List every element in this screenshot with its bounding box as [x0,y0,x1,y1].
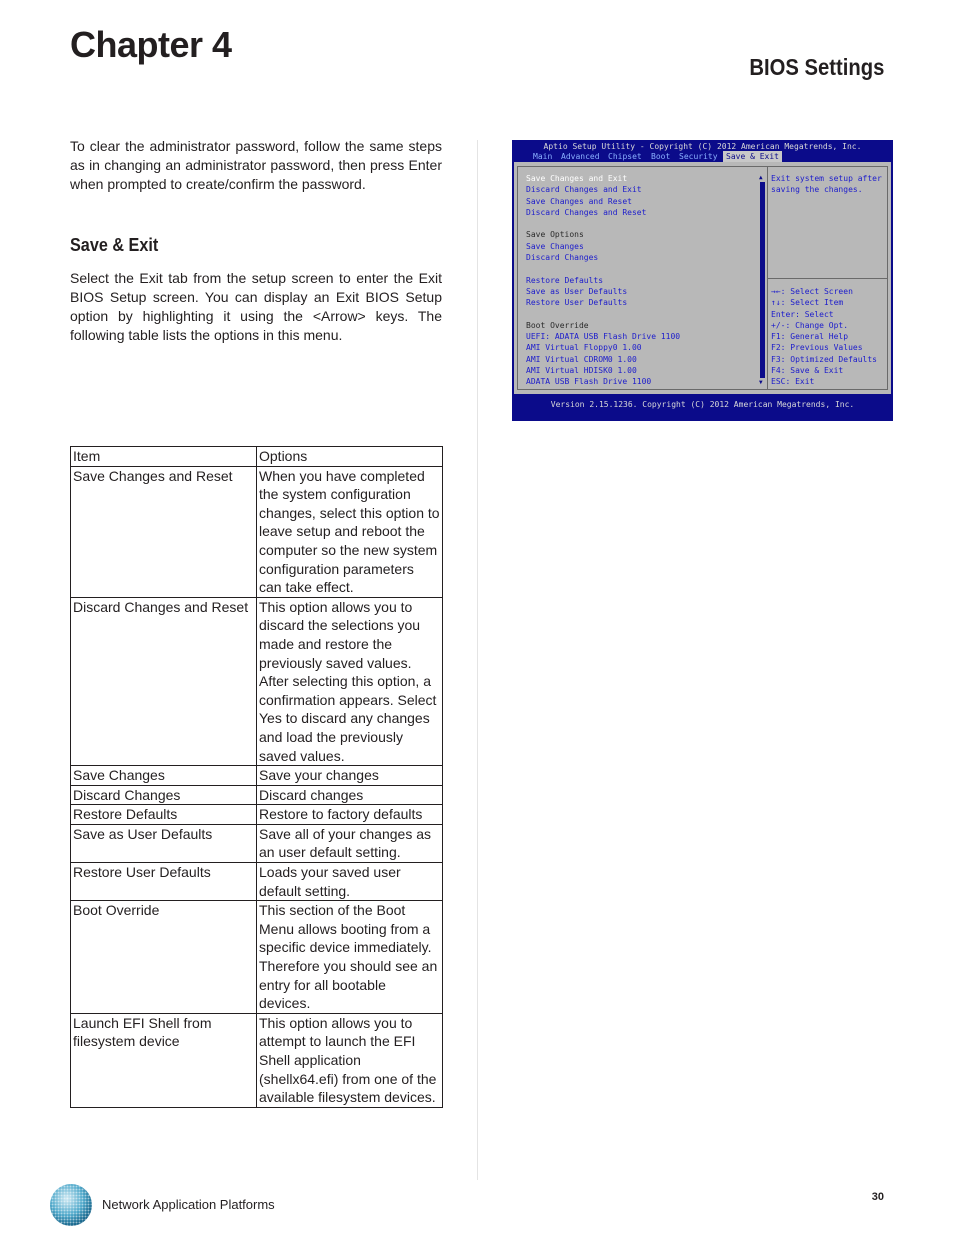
bios-screenshot [512,140,893,421]
bios-help-text [771,173,889,196]
table-cell-item: Restore User Defaults [71,863,257,901]
table-row [71,824,443,862]
bios-key-legend [771,286,889,388]
bios-tab-bar [512,151,893,162]
bios-menu-item-boot-device[interactable]: UEFI: ADATA USB Flash Drive 1100 [526,332,681,342]
bios-key-line: ESC: Exit [771,377,815,387]
bios-menu-item-boot-device[interactable]: AMI Virtual Floppy0 1.00 [526,343,642,353]
bios-key-line: +/-: Change Opt. [771,320,849,330]
bios-menu-spacer [526,218,756,229]
bios-tab-save-exit[interactable]: Save & Exit [723,151,782,162]
table-row [71,766,443,786]
table-cell-options: Restore to factory defaults [257,805,443,825]
bios-menu-item-restore-user-defaults[interactable]: Restore User Defaults [526,298,628,308]
bios-menu-item-save-changes-exit[interactable]: Save Changes and Exit [526,174,628,183]
table-cell-options: This option allows you to attempt to launch the EFI Shell application (shellx64.efi) from one of the available filesystem devices. [257,1013,443,1107]
table-cell-item: Save Changes and Reset [71,466,257,597]
table-header-options: Options [257,447,443,467]
bios-menu-list [526,173,756,388]
table-header-item: Item [71,447,257,467]
save-exit-heading: Save & Exit [70,235,159,255]
bios-menu-item-discard-changes-exit[interactable]: Discard Changes and Exit [526,185,642,195]
table-cell-item: Discard Changes and Reset [71,597,257,765]
bios-tab-security[interactable]: Security [679,152,718,161]
table-cell-item: Restore Defaults [71,805,257,825]
bios-menu-group-boot-override: Boot Override [526,320,589,330]
bios-menu-item-restore-defaults[interactable]: Restore Defaults [526,275,604,285]
bios-menu-item-discard-changes[interactable]: Discard Changes [526,253,599,263]
bios-scrollbar[interactable] [760,174,765,384]
table-cell-item: Discard Changes [71,785,257,805]
table-row [71,863,443,901]
page-number: 30 [871,1191,884,1203]
footer-text: Network Application Platforms [102,1197,275,1212]
table-cell-options: This section of the Boot Menu allows booting from a specific device immediately. Therefore you should see an entry for all bootable devices. [257,901,443,1014]
table-row [71,1013,443,1107]
bios-menu-group-save-options: Save Options [526,230,584,240]
table-cell-item: Boot Override [71,901,257,1014]
table-cell-options: This option allows you to discard the selections you made and restore the previously saved values. After selecting this option, a confirmation appears. Select Yes to discard any changes and load the previously saved values. [257,597,443,765]
bios-scrollbar-thumb[interactable] [760,182,765,378]
bios-menu-item-save-user-defaults[interactable]: Save as User Defaults [526,286,628,296]
bios-version-bar: Version 2.15.1236. Copyright (C) 2012 American Megatrends, Inc. [550,400,855,409]
bios-key-line: F1: General Help [771,332,849,342]
bios-help-separator [768,278,888,279]
bios-tab-boot[interactable]: Boot [651,152,671,161]
table-cell-item: Save Changes [71,766,257,786]
scroll-up-icon[interactable]: ▲ [759,174,763,181]
bios-menu-item-boot-device[interactable]: ADATA USB Flash Drive 1100 [526,377,652,387]
table-cell-options: When you have completed the system configuration changes, select this option to leave setup and reboot the computer so the new system configuration parameters can take effect. [257,466,443,597]
table-cell-options: Discard changes [257,785,443,805]
bios-key-line: ↑↓: Select Item [771,298,844,308]
bios-title-bar: Aptio Setup Utility - Copyright (C) 2012 American Megatrends, Inc. [543,142,862,151]
options-table [70,446,443,1108]
table-row [71,466,443,597]
bios-menu-item-boot-device[interactable]: AMI Virtual HDISK0 1.00 [526,366,637,376]
bios-help-line: saving the changes. [771,185,863,195]
bios-key-line: →←: Select Screen [771,287,853,296]
bios-menu-spacer [526,263,756,274]
table-row [71,597,443,765]
table-row [71,805,443,825]
table-row [71,901,443,1014]
bios-menu-item-save-changes-reset[interactable]: Save Changes and Reset [526,196,632,206]
bios-key-line: F2: Previous Values [771,343,863,353]
bios-main-panel [514,162,891,394]
column-divider [477,140,478,1180]
bios-key-line: Enter: Select [771,309,834,319]
chapter-title: Chapter 4 [70,24,232,65]
save-exit-paragraph: Select the Exit tab from the setup screen to enter the Exit BIOS Setup screen. You can display an Exit BIOS Setup option by highlighting it using the <Arrow> keys. The following table lists the options in this menu. [70,270,442,343]
table-row [71,785,443,805]
table-cell-options: Save all of your changes as an user default setting. [257,824,443,862]
scroll-down-icon[interactable]: ▼ [759,379,763,386]
bios-menu-item-boot-device[interactable]: AMI Virtual CDROM0 1.00 [526,354,637,364]
bios-tab-main[interactable]: Main [533,152,553,161]
bios-menu-item-discard-changes-reset[interactable]: Discard Changes and Reset [526,207,647,217]
bios-tab-chipset[interactable]: Chipset [608,152,642,161]
bios-menu-item-save-changes[interactable]: Save Changes [526,241,584,251]
bios-key-line: F4: Save & Exit [771,366,844,376]
intro-paragraph: To clear the administrator password, follow the same steps as in changing an administrator password, then press Enter when prompted to create/confirm the password. [70,138,442,192]
bios-help-line: Exit system setup after [771,174,882,183]
bios-tab-advanced[interactable]: Advanced [561,152,600,161]
table-cell-item: Launch EFI Shell from filesystem device [71,1013,257,1107]
section-title: BIOS Settings [749,54,884,80]
table-cell-options: Save your changes [257,766,443,786]
bios-menu-spacer [526,309,756,320]
table-cell-item: Save as User Defaults [71,824,257,862]
table-cell-options: Loads your saved user default setting. [257,863,443,901]
table-header-row [71,447,443,467]
bios-key-line: F3: Optimized Defaults [771,354,877,364]
company-logo-icon [48,1182,94,1228]
